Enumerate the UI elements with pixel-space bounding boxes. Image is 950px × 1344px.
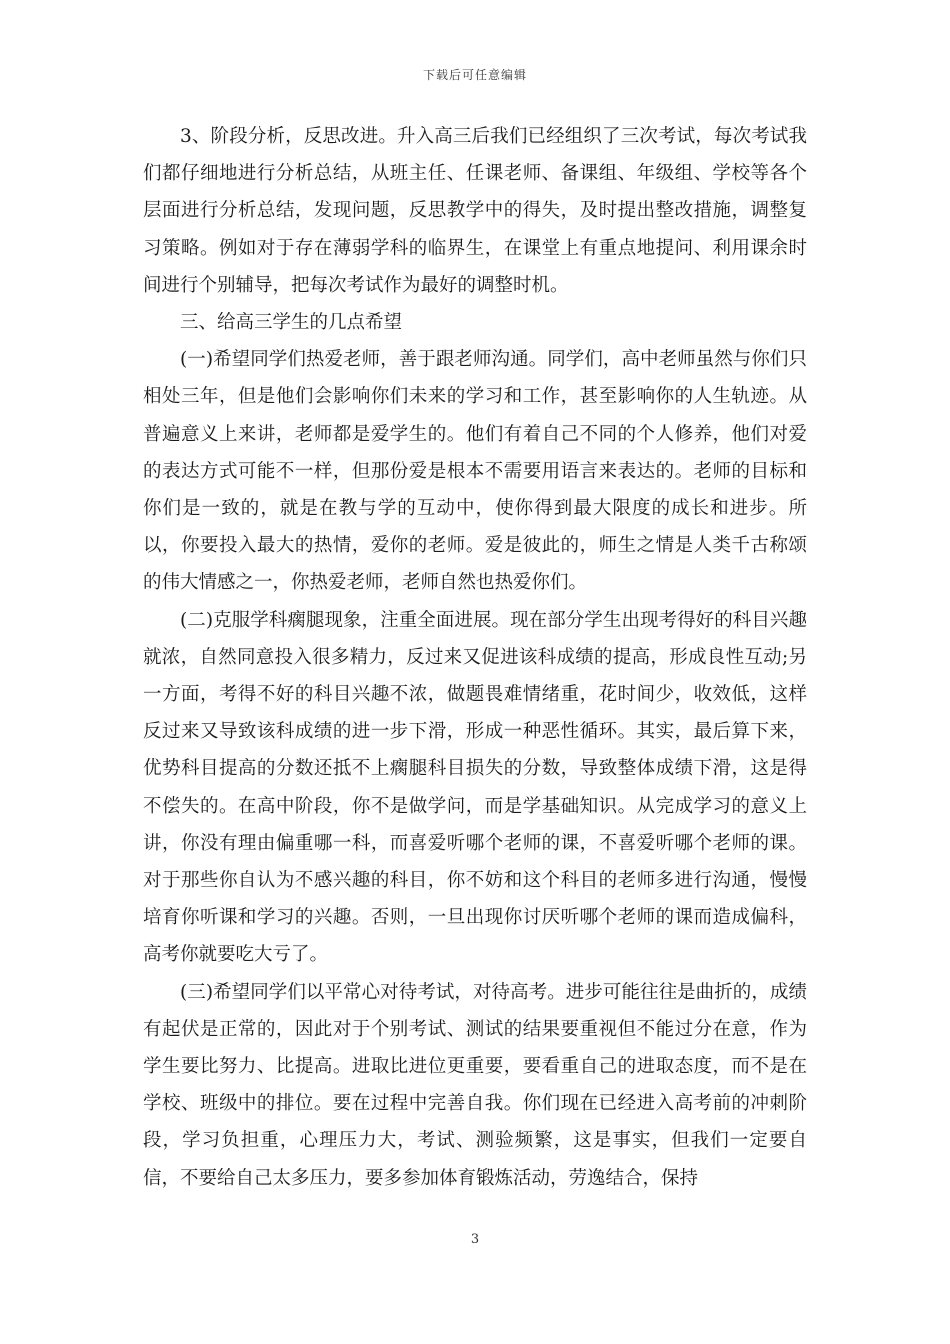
- paragraph-calm-exams: (三)希望同学们以平常心对待考试，对待高考。进步可能往往是曲折的，成绩有起伏是正常的，因此对于个别考试、测试的结果要重视但不能过分在意，作为学生要比努力、比提高。进取比进位更重要，要看重自己的进取态度，而不是在学校、班级中的排位。要在过程中完善自我。你们现在已经进入高考前的冲刺阶段，学习负担重，心理压力大，考试、测验频繁，这是事实，但我们一定要自信，不要给自己太多压力，要多参加体育锻炼活动，劳逸结合，保持: [143, 981, 807, 1189]
- paragraph-love-teachers: (一)希望同学们热爱老师，善于跟老师沟通。同学们，高中老师虽然与你们只相处三年，但是他们会影响你们未来的学习和工作，甚至影响你的人生轨迹。从普遍意义上来讲，老师都是爱学生的。他们有着自己不同的个人修养，他们对爱的表达方式可能不一样，但那份爱是根本不需要用语言来表达的。老师的目标和你们是一致的，就是在教与学的互动中，使你得到最大限度的成长和进步。所以，你要投入最大的热情，爱你的老师。爱是彼此的，师生之情是人类千古称颂的伟大情感之一，你热爱老师，老师自然也热爱你们。: [143, 349, 807, 594]
- paragraph-stage-analysis: 3、阶段分析，反思改进。升入高三后我们已经组织了三次考试，每次考试我们都仔细地进行分析总结，从班主任、任课老师、备课组、年级组、学校等各个层面进行分析总结，发现问题，反思教学中的得失，及时提出整改措施，调整复习策略。例如对于存在薄弱学科的临界生，在课堂上有重点地提问、利用课余时间进行个别辅导，把每次考试作为最好的调整时机。: [143, 126, 807, 296]
- paragraph-balanced-subjects: (二)克服学科瘸腿现象，注重全面进展。现在部分学生出现考得好的科目兴趣就浓，自然同意投入很多精力，反过来又促进该科成绩的提高，形成良性互动;另一方面，考得不好的科目兴趣不浓，做题畏难情绪重，花时间少，收效低，这样反过来又导致该科成绩的进一步下滑，形成一种恶性循环。其实，最后算下来，优势科目提高的分数还抵不上瘸腿科目损失的分数，导致整体成绩下滑，这是得不偿失的。在高中阶段，你不是做学问，而是学基础知识。从完成学习的意义上讲，你没有理由偏重哪一科，而喜爱听哪个老师的课，不喜爱听哪个老师的课。对于那些你自认为不感兴趣的科目，你不妨和这个科目的老师多进行沟通，慢慢培育你听课和学习的兴趣。否则，一旦出现你讨厌听哪个老师的课而造成偏科，高考你就要吃大亏了。: [143, 609, 807, 966]
- section-heading-hopes: 三、给高三学生的几点希望: [180, 312, 403, 334]
- document-body: [143, 118, 807, 1197]
- page-header: 下载后可任意编辑: [422, 68, 527, 82]
- page-number: 3: [470, 1232, 480, 1247]
